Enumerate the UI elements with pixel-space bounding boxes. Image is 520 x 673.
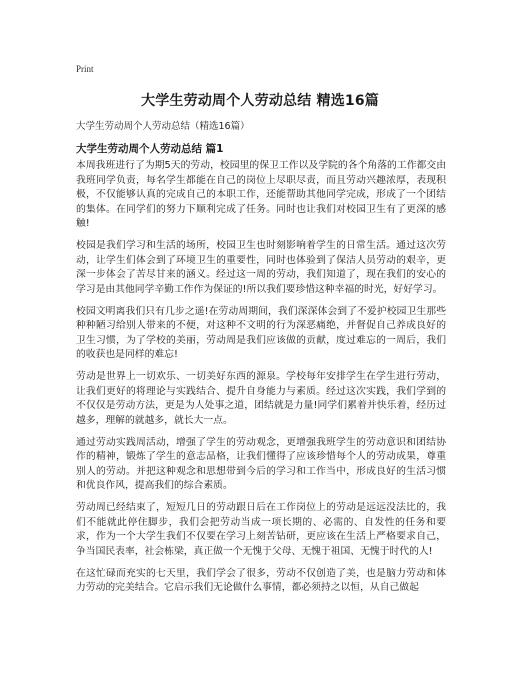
document-title: 大学生劳动周个人劳动总结 精选16篇 (141, 93, 379, 109)
paragraph-6: 劳动周已经结束了，短短几日的劳动跟日后在工作岗位上的劳动是远远没法比的，我们不能就此停住脚步，我们会把劳动当成一项长期的、必需的、自发性的任务和要求，作为一个大学生我们不仅要在学习上刻苦钻研，更应该在生活上严格要求自己，争当国民表率，社会栋梁，真正做一个无愧于父母、无愧于祖国、无愧于时代的人! (76, 502, 446, 557)
document-subtitle: 大学生劳动周个人劳动总结（精选16篇） (76, 121, 250, 132)
article-body (76, 159, 446, 603)
paragraph-1: 本周我班进行了为期5天的劳动，校园里的保卫工作以及学院的各个角落的工作都交由我班同学负责，每名学生都能在自己的岗位上尽职尽责，而且劳动兴趣浓厚，表现积极，不仅能够认真的完成自己的本职工作，还能帮助其他同学完成，形成了一个团结的集体。在同学们的努力下顺利完成了任务。同时也让我们对校园卫生有了更深的感触! (76, 160, 446, 229)
paragraph-5: 通过劳动实践周活动，增强了学生的劳动观念，更增强我班学生的劳动意识和团结协作的精神，锻炼了学生的意志品格，让我们懂得了应该珍惜每个人的劳动成果，尊重别人的劳动。并把这种观念和思想带到今后的学习和工作当中，形成良好的生活习惯和优良作风，提高我们的综合素质。 (76, 436, 446, 491)
paragraph-2: 校园是我们学习和生活的场所，校园卫生也时刻影响着学生的日常生活。通过这次劳动，让学生们体会到了环境卫生的重要性，同时也体验到了保洁人员劳动的艰辛，更深一步体会了苦尽甘来的涵义。经过这一周的劳动，我们知道了，现在我们的安心的学习是由其他同学辛勤工作作为保证的!所以我们要珍惜这种幸福的时光，好好学习。 (76, 240, 446, 295)
print-label[interactable]: Print (76, 64, 94, 74)
paragraph-7: 在这忙碌而充实的七天里，我们学会了很多，劳动不仅创造了美，也是脑力劳动和体力劳动的完美结合。它启示我们无论做什么事情，都必须持之以恒，从自己做起 (76, 567, 446, 593)
section-heading: 大学生劳动周个人劳动总结 篇1 (76, 143, 224, 155)
paragraph-3: 校园文明离我们只有几步之遥!在劳动周期间，我们深深体会到了不爱护校园卫生那些种种陋习给别人带来的不便，对这种不文明的行为深恶痛绝，并督促自己养成良好的卫生习惯，为了学校的美丽，劳动周是我们应该做的贡献，度过难忘的一周后，我们的收获也是同样的难忘! (76, 305, 446, 360)
paragraph-4: 劳动是世界上一切欢乐、一切美好东西的源泉。学校每年安排学生在学生进行劳动，让我们更好的将理论与实践结合、提升自身能力与素质。经过这次实践，我们学到的不仅仅是劳动方法，更是为人处事之道，团结就是力量!同学们累着并快乐着，经历过越多，理解的就越多，就长大一点。 (76, 371, 446, 426)
